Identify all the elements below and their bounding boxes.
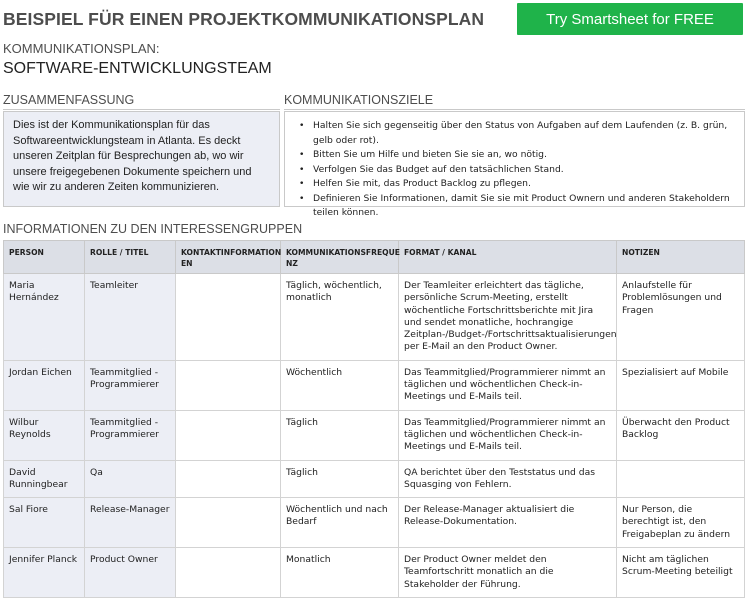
column-header-person: PERSON — [4, 241, 85, 274]
goal-item: • Helfen Sie mit, das Product Backlog zu pflegen. — [299, 177, 736, 192]
cell-contact[interactable] — [176, 360, 281, 410]
goal-item: • Verfolgen Sie das Budget auf den tatsächlichen Stand. — [299, 163, 736, 178]
cell-role: Teammitglied - Programmierer — [85, 410, 176, 460]
table-row — [4, 548, 745, 598]
cell-format: Das Teammitglied/Programmierer nimmt an täglichen und wöchentlichen Check-in-Meetings und E-Mails teil. — [399, 360, 617, 410]
stakeholder-table — [3, 240, 745, 598]
column-header-format: FORMAT / KANAL — [399, 241, 617, 274]
page-title: BEISPIEL FÜR EINEN PROJEKTKOMMUNIKATIONSPLAN — [3, 9, 485, 29]
table-header-row — [4, 241, 745, 274]
plan-label: KOMMUNIKATIONSPLAN: — [3, 41, 160, 56]
cell-format: Der Release-Manager aktualisiert die Release-Dokumentation. — [399, 498, 617, 548]
cell-role: Release-Manager — [85, 498, 176, 548]
table-row — [4, 274, 745, 361]
column-header-role: ROLLE / TITEL — [85, 241, 176, 274]
try-smartsheet-button[interactable]: Try Smartsheet for FREE — [517, 3, 743, 35]
goal-item: • Bitten Sie um Hilfe und bieten Sie sie an, wo nötig. — [299, 148, 736, 163]
goals-box — [284, 111, 745, 218]
goals-divider — [284, 109, 745, 110]
cell-frequency: Wöchentlich — [281, 360, 399, 410]
column-header-contact: KONTAKTINFORMATION EN — [176, 241, 281, 274]
plan-name: SOFTWARE-ENTWICKLUNGSTEAM — [3, 60, 272, 77]
cell-role: Product Owner — [85, 548, 176, 598]
stakeholders-heading: INFORMATIONEN ZU DEN INTERESSENGRUPPEN — [3, 222, 303, 236]
cell-frequency: Täglich — [281, 460, 399, 498]
table-row — [4, 498, 745, 548]
column-header-notes: NOTIZEN — [617, 241, 745, 274]
cell-notes: Spezialisiert auf Mobile — [617, 360, 745, 410]
cell-contact[interactable] — [176, 498, 281, 548]
cell-role: Qa — [85, 460, 176, 498]
cell-format: Der Teamleiter erleichtert das tägliche, persönliche Scrum-Meeting, erstellt wöchentliche Fortschrittsberichte mit Jira und sendet monatliche, hochrangige Zeitplan-/Budget-/Fortschrittsaktualisierungen per E-Mail an den Product Owner. — [399, 274, 617, 361]
cell-role: Teammitglied - Programmierer — [85, 360, 176, 410]
cell-notes: Nur Person, die berechtigt ist, den Freigabeplan zu ändern — [617, 498, 745, 548]
goal-item: • Halten Sie sich gegenseitig über den Status von Aufgaben auf dem Laufenden (z. B. grün, gelb oder rot). — [299, 119, 736, 148]
cell-notes: Nicht am täglichen Scrum-Meeting beteiligt — [617, 548, 745, 598]
cell-person: Sal Fiore — [4, 498, 85, 548]
cell-frequency: Wöchentlich und nach Bedarf — [281, 498, 399, 548]
cell-person: Maria Hernández — [4, 274, 85, 361]
table-row — [4, 360, 745, 410]
cell-contact[interactable] — [176, 274, 281, 361]
cell-person: Jennifer Planck — [4, 548, 85, 598]
cell-role: Teamleiter — [85, 274, 176, 361]
cell-person: Jordan Eichen — [4, 360, 85, 410]
cell-format: Das Teammitglied/Programmierer nimmt an täglichen und wöchentlichen Check-in-Meetings und E-Mails teil. — [399, 410, 617, 460]
cell-notes — [617, 460, 745, 498]
goals-list — [299, 119, 736, 221]
cell-format: Der Product Owner meldet den Teamfortschritt monatlich an die Stakeholder der Führung. — [399, 548, 617, 598]
table-row — [4, 410, 745, 460]
table-row — [4, 460, 745, 498]
cell-person: Wilbur Reynolds — [4, 410, 85, 460]
column-header-frequency: KOMMUNIKATIONSFREQUE NZ — [281, 241, 399, 274]
cell-frequency: Monatlich — [281, 548, 399, 598]
cell-person: David Runningbear — [4, 460, 85, 498]
cell-notes: Überwacht den Product Backlog — [617, 410, 745, 460]
cell-contact[interactable] — [176, 460, 281, 498]
summary-heading: ZUSAMMENFASSUNG — [3, 93, 135, 107]
cell-contact[interactable] — [176, 548, 281, 598]
cell-frequency: Täglich — [281, 410, 399, 460]
goal-item: • Definieren Sie Informationen, damit Sie sie mit Product Ownern und anderen Stakeholdern teilen können. — [299, 192, 736, 221]
goals-heading: KOMMUNIKATIONSZIELE — [284, 93, 434, 107]
summary-text: Dies ist der Kommunikationsplan für das Softwareentwicklungsteam in Atlanta. Es deckt unseren Zeitplan für Besprechungen ab, wo wir unsere freigegebenen Dokumente speichern und wie wir zu anderen Zeiten kommunizieren. — [3, 111, 280, 207]
cell-notes: Anlaufstelle für Problemlösungen und Fragen — [617, 274, 745, 361]
cell-format: QA berichtet über den Teststatus und das Squasging von Fehlern. — [399, 460, 617, 498]
summary-divider — [3, 109, 280, 110]
cell-frequency: Täglich, wöchentlich, monatlich — [281, 274, 399, 361]
cell-contact[interactable] — [176, 410, 281, 460]
